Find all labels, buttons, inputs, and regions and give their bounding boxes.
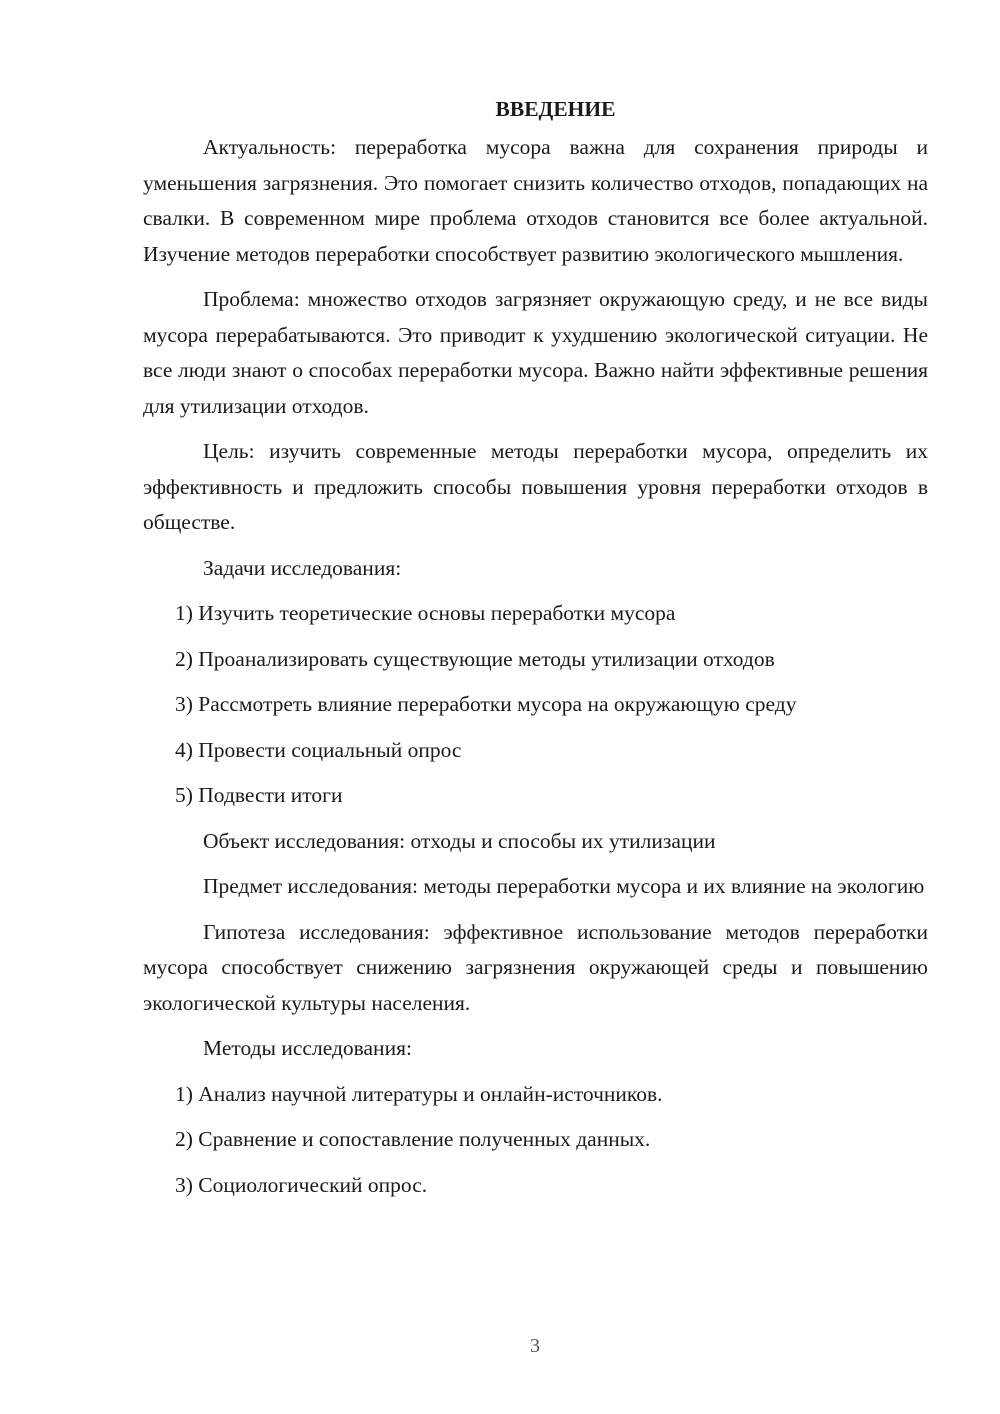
list-item: 3) Социологический опрос.	[175, 1172, 428, 1197]
list-item: 1) Изучить теоретические основы переработки мусора	[175, 601, 676, 625]
hypothesis-paragraph: Гипотеза исследования: эффективное использование методов переработки мусора способствует снижению загрязнения окружающей среды и повышению экологической культуры населения.	[143, 919, 928, 1015]
list-item: 2) Сравнение и сопоставление полученных данных.	[175, 1127, 651, 1151]
page-number: 3	[530, 1335, 540, 1357]
list-item: 3) Рассмотреть влияние переработки мусора на окружающую среду	[175, 692, 797, 716]
list-item: 5) Подвести итоги	[175, 783, 343, 807]
document-page	[143, 92, 928, 1213]
problem-paragraph: Проблема: множество отходов загрязняет окружающую среду, и не все виды мусора перерабатываются. Это приводит к ухудшению экологической ситуации. Не все люди знают о способах переработки мусора. Важно найти эффективные решения для утилизации отходов.	[143, 287, 928, 418]
relevance-paragraph: Актуальность: переработка мусора важна для сохранения природы и уменьшения загрязнения. Это помогает снизить количество отходов, попадающих на свалки. В современном мире проблема отходов становится все более актуальной. Изучение методов переработки способствует развитию экологического мышления.	[143, 135, 928, 266]
tasks-list	[143, 596, 928, 814]
methods-heading: Методы исследования:	[203, 1036, 412, 1060]
object-paragraph: Объект исследования: отходы и способы их утилизации	[203, 828, 716, 853]
page-title: ВВЕДЕНИЕ	[495, 97, 616, 121]
list-item: 1) Анализ научной литературы и онлайн-источников.	[175, 1081, 663, 1106]
list-item: 2) Проанализировать существующие методы утилизации отходов	[175, 646, 775, 671]
subject-paragraph: Предмет исследования: методы переработки мусора и их влияние на экологию	[203, 874, 925, 898]
goal-paragraph: Цель: изучить современные методы переработки мусора, определить их эффективность и предложить способы повышения уровня переработки отходов в обществе.	[143, 439, 928, 534]
tasks-heading: Задачи исследования:	[203, 555, 402, 580]
methods-list	[143, 1077, 928, 1204]
list-item: 4) Провести социальный опрос	[175, 737, 462, 762]
